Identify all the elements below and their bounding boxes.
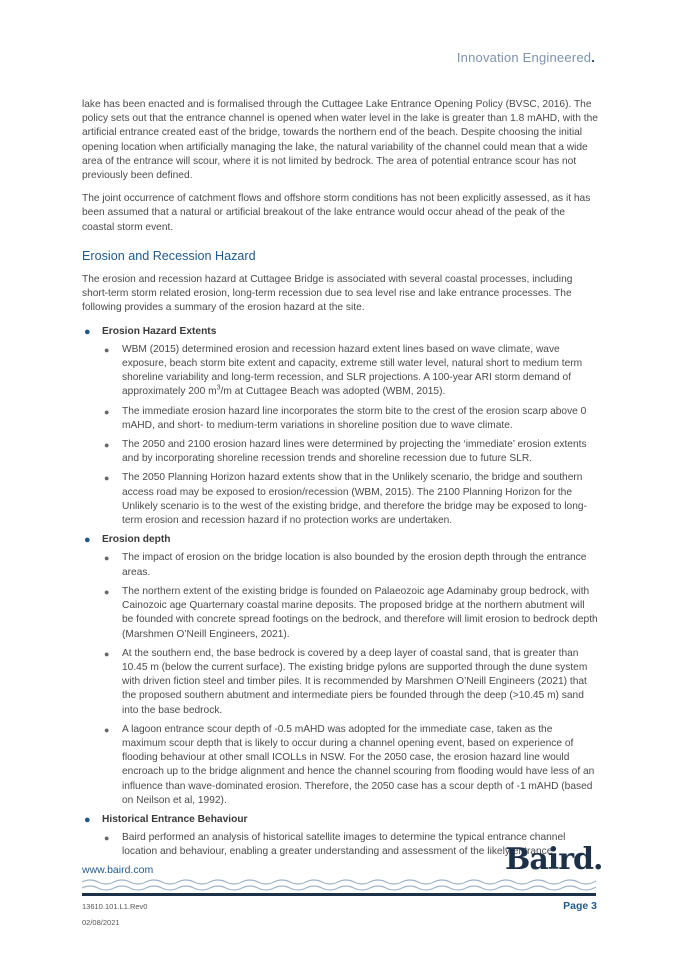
bullet-icon: ● — [104, 586, 110, 597]
header-tagline — [457, 50, 595, 65]
bullet-icon: ● — [104, 473, 110, 484]
erosion-topics-list — [82, 325, 598, 860]
page-body — [82, 98, 598, 865]
bullet-icon: ● — [104, 833, 110, 844]
list-item: ● Baird performed an analysis of historical satellite images to determine the typical entrance channel location and behaviour, enabling a greater understanding and assessment of the likely entrance — [104, 832, 566, 858]
list-item: ● The northern extent of the existing bridge is founded on Palaeozoic age Adaminaby group bedrock, with Cainozoic age Quarternary coastal marine deposits. The proposed bridge at the northern abutment will be founded with concrete spread footings on the bedrock, and therefore will limit erosion to bedrock depth (Marshmen O’Neill Engineers, 2021). — [104, 585, 598, 640]
list-item: ● WBM (2015) determined erosion and recession hazard extent lines based on wave climate, wave exposure, beach storm bite extent and capacity, extreme still water level, natural short to medium term shoreline variability and long-term recession, and SLR projections. A 100-year ARI storm demand of approximately 200 $m^3/m$ at Cuttagee Beach was adopted (WBM, 2015). — [104, 343, 583, 398]
topic-title: Historical Entrance Behaviour — [102, 813, 248, 825]
paragraph-joint-occurrence: The joint occurrence of catchment flows and offshore storm conditions has not been explicitly assessed, as it has been assumed that a natural or artificial breakout of the lake entrance would occur ahead of the peak of the coastal storm event. — [82, 193, 591, 233]
list-item: ● The immediate erosion hazard line incorporates the storm bite to the crest of the erosion scarp above 0 mAHD, and short- to medium-term variations in shoreline position due to wave climate. — [104, 405, 587, 431]
bullet-icon: ● — [84, 325, 91, 338]
sub-list — [102, 343, 598, 528]
document-date: 02/08/2021 — [82, 918, 120, 927]
paragraph-entrance-policy: lake has been enacted and is formalised through the Cuttagee Lake Entrance Opening Policy (BVSC, 2016). The policy sets out that the entrance channel is opened when water level in the lake is greater than 1.8 mAHD, with the artificial entrance created east of the bridge, towards the northern end of the beach. Despite choosing the initial opening location when artificially managing the lake, the natural variability of the channel could mean that a wide area of the entrance will scour, where it is not limited by bedrock. The area of potential entrance scour has not previously been defined. — [82, 99, 598, 182]
list-item: ● A lagoon entrance scour depth of -0.5 mAHD was adopted for the immediate case, taken as the maximum scour depth that is likely to occur during a channel opening event, based on experience of flooding behaviour at other small ICOLLs in NSW. For the 2050 case, the erosion hazard line would encroach up to the bridge alignment and hence the channel scouring from flooding would have less of an influence than wave-dominated erosion. Therefore, the 2050 case has a scour depth of -1 mAHD (based on Neilson et al, 1992). — [104, 723, 595, 806]
bullet-icon: ● — [84, 534, 91, 547]
bullet-icon: ● — [104, 440, 110, 451]
bullet-icon: ● — [104, 344, 110, 355]
bullet-icon: ● — [104, 553, 110, 564]
wave-divider-icon — [82, 878, 596, 898]
bullet-icon: ● — [84, 813, 91, 826]
tagline-dot: . — [591, 50, 595, 65]
paragraph-erosion-intro: The erosion and recession hazard at Cuttagee Bridge is associated with several coastal processes, including short-term storm related erosion, long-term recession due to sea level rise and lake entrance processes. The following provides a summary of the erosion hazard at the site. — [82, 274, 573, 314]
list-item: ● The impact of erosion on the bridge location is also bounded by the erosion depth through the entrance areas. — [104, 552, 587, 578]
topic-erosion-depth — [82, 533, 598, 808]
baird-logo: Baird. — [505, 842, 603, 877]
topic-erosion-hazard-extents — [82, 325, 598, 529]
document-id: 13610.101.L1.Rev0 — [82, 902, 148, 911]
sub-list — [102, 551, 598, 807]
topic-title: Erosion depth — [102, 534, 171, 546]
bullet-icon: ● — [104, 406, 110, 417]
list-item: ● The 2050 Planning Horizon hazard extents show that in the Unlikely scenario, the bridge and southern access road may be exposed to erosion/recession (WBM, 2015). The 2100 Planning Horizon for the Unlikely scenario is to the west of the existing bridge, and therefore the bridge may be exposed to long-term erosion and recession hazard if no protection works are undertaken. — [104, 472, 587, 527]
footer-website-link[interactable]: www.baird.com — [82, 864, 154, 876]
tagline-text: Innovation Engineered — [456, 50, 592, 65]
page-number: Page 3 — [563, 900, 597, 912]
bullet-icon: ● — [104, 724, 110, 735]
bullet-icon: ● — [104, 648, 110, 659]
topic-title: Erosion Hazard Extents — [102, 325, 217, 337]
list-item: ● At the southern end, the base bedrock is covered by a deep layer of coastal sand, that is greater than 10.45 m (below the current surface). The existing bridge pylons are supported through the dune system with driven fiction steel and timber piles. It is recommended by Marshmen O’Neill Engineers (2021) that the proposed southern abutment and intermediate piers be founded through the deep (>10.45 m) sand into the base bedrock. — [104, 647, 588, 716]
section-heading: Erosion and Recession Hazard — [82, 248, 256, 263]
list-item: ● The 2050 and 2100 erosion hazard lines were determined by projecting the ‘immediate’ erosion extents and by incorporating shoreline recession trends and shoreline recession due to future SLR. — [104, 439, 587, 465]
